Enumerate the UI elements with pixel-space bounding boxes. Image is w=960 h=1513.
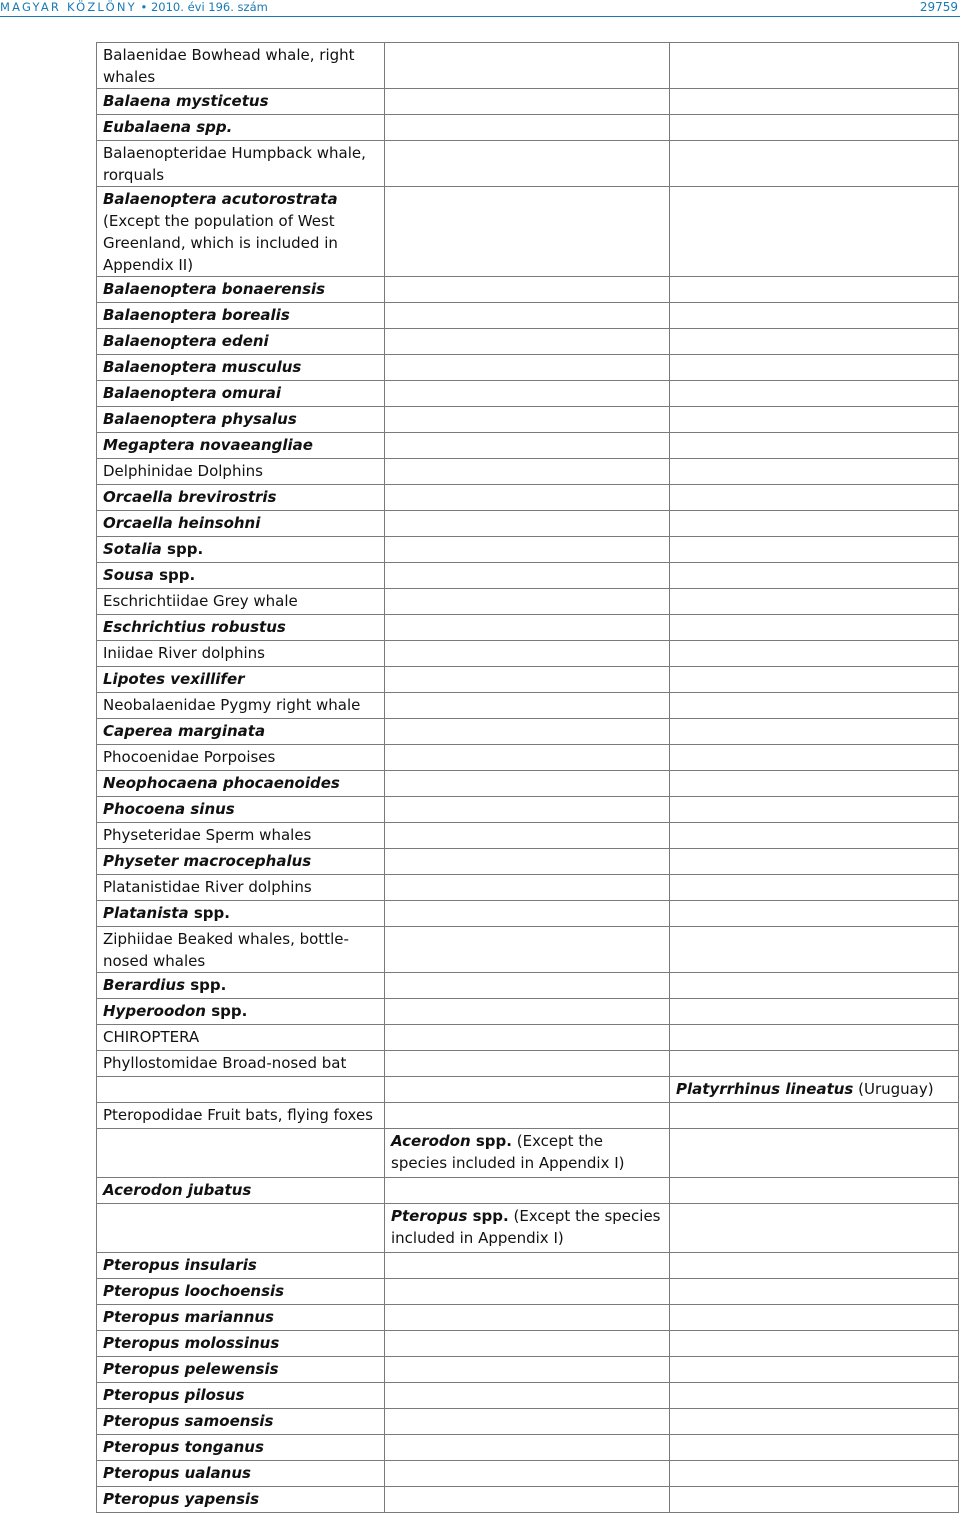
table-cell-appendix-ii (385, 1305, 670, 1331)
table-row (97, 797, 959, 823)
table-cell-appendix-iii (670, 1077, 959, 1103)
table-row (97, 1253, 959, 1279)
cell-text: Iniidae River dolphins (103, 644, 265, 662)
table-cell-appendix-ii (385, 115, 670, 141)
taxon-name: Megaptera novaeangliae (103, 436, 313, 454)
table-cell-appendix-ii (385, 589, 670, 615)
taxon-name: Pteropus pelewensis (103, 1360, 279, 1378)
table-cell-appendix-ii (385, 141, 670, 187)
table-cell-appendix-iii (670, 485, 959, 511)
table-cell-appendix-i (97, 115, 385, 141)
table-cell-appendix-iii (670, 589, 959, 615)
table-cell-appendix-i (97, 1383, 385, 1409)
table-row (97, 667, 959, 693)
taxon-name: Pteropus ualanus (103, 1464, 251, 1482)
table-row (97, 745, 959, 771)
taxon-name: Phocoena sinus (103, 800, 235, 818)
table-cell-appendix-ii (385, 459, 670, 485)
table-cell-appendix-ii (385, 797, 670, 823)
page-number: 29759 (919, 0, 958, 14)
cell-text: spp. (161, 540, 204, 558)
table-row (97, 823, 959, 849)
table-cell-appendix-ii (385, 1129, 670, 1178)
table-cell-appendix-iii (670, 1383, 959, 1409)
table-cell-appendix-iii (670, 641, 959, 667)
table-cell-appendix-iii (670, 433, 959, 459)
table-cell-appendix-i (97, 771, 385, 797)
table-cell-appendix-ii (385, 1103, 670, 1129)
table-cell-appendix-ii (385, 187, 670, 277)
table-cell-appendix-i (97, 485, 385, 511)
table-row (97, 115, 959, 141)
table-cell-appendix-i (97, 849, 385, 875)
taxon-name: Pteropus pilosus (103, 1386, 245, 1404)
table-cell-appendix-ii (385, 849, 670, 875)
table-cell-appendix-ii (385, 771, 670, 797)
table-cell-appendix-iii (670, 1025, 959, 1051)
table-cell-appendix-i (97, 433, 385, 459)
table-cell-appendix-i (97, 901, 385, 927)
taxon-name: Pteropus insularis (103, 1256, 257, 1274)
table-cell-appendix-iii (670, 1051, 959, 1077)
cell-text: (Except the species included in Appendix I) (391, 1132, 625, 1172)
table-cell-appendix-iii (670, 277, 959, 303)
table-cell-appendix-iii (670, 745, 959, 771)
table-cell-appendix-ii (385, 1435, 670, 1461)
cell-text: (Except the species included in Appendix I) (391, 1207, 661, 1247)
taxon-name: Sousa (103, 566, 154, 584)
taxon-name: Pteropus mariannus (103, 1308, 274, 1326)
cell-text: Phyllostomidae Broad-nosed bat (103, 1054, 347, 1072)
table-row (97, 1305, 959, 1331)
table-row (97, 875, 959, 901)
table-cell-appendix-ii (385, 1461, 670, 1487)
table-cell-appendix-i (97, 797, 385, 823)
taxon-name: Acerodon jubatus (103, 1181, 252, 1199)
table-row (97, 719, 959, 745)
cell-text: spp. (153, 566, 196, 584)
table-cell-appendix-iii (670, 667, 959, 693)
taxon-name: Caperea marginata (103, 722, 266, 740)
taxon-name: Pteropus tonganus (103, 1438, 264, 1456)
table-cell-appendix-i (97, 1178, 385, 1204)
cell-text: Balaenopteridae Humpback whale, rorquals (103, 144, 366, 184)
table-cell-appendix-iii (670, 43, 959, 89)
table-cell-appendix-ii (385, 563, 670, 589)
table-cell-appendix-i (97, 89, 385, 115)
table-cell-appendix-iii (670, 849, 959, 875)
table-cell-appendix-iii (670, 797, 959, 823)
taxon-name: Platyrrhinus lineatus (676, 1080, 854, 1098)
table-cell-appendix-ii (385, 303, 670, 329)
table-cell-appendix-ii (385, 615, 670, 641)
taxon-name: Balaenoptera omurai (103, 384, 282, 402)
cell-text: spp. (188, 904, 230, 922)
taxon-name: Balaena mysticetus (103, 92, 269, 110)
taxon-name: Pteropus molossinus (103, 1334, 280, 1352)
table-cell-appendix-ii (385, 89, 670, 115)
table-cell-appendix-i (97, 511, 385, 537)
table-cell-appendix-i (97, 999, 385, 1025)
table-cell-appendix-ii (385, 355, 670, 381)
taxon-name: Sotalia (103, 540, 162, 558)
table-row (97, 1331, 959, 1357)
table-cell-appendix-i (97, 1305, 385, 1331)
table-row (97, 187, 959, 277)
table-cell-appendix-ii (385, 1331, 670, 1357)
taxon-name: Physeter macrocephalus (103, 852, 312, 870)
table-cell-appendix-iii (670, 1305, 959, 1331)
issue-info: • 2010. évi 196. szám (136, 0, 268, 14)
cell-text: (Uruguay) (853, 1080, 934, 1098)
table-row (97, 89, 959, 115)
table-row (97, 563, 959, 589)
table-row (97, 1103, 959, 1129)
table-cell-appendix-ii (385, 927, 670, 973)
table-cell-appendix-i (97, 1103, 385, 1129)
taxon-name: Berardius (103, 976, 186, 994)
table-cell-appendix-ii (385, 667, 670, 693)
table-cell-appendix-iii (670, 381, 959, 407)
cell-text: spp. (205, 1002, 248, 1020)
table-cell-appendix-ii (385, 329, 670, 355)
cell-text: Phocoenidae Porpoises (103, 748, 276, 766)
table-cell-appendix-ii (385, 1383, 670, 1409)
table-cell-appendix-i (97, 187, 385, 277)
table-cell-appendix-i (97, 641, 385, 667)
table-cell-appendix-iii (670, 875, 959, 901)
table-row (97, 303, 959, 329)
cell-text: Platanistidae River dolphins (103, 878, 312, 896)
table-cell-appendix-iii (670, 1461, 959, 1487)
table-cell-appendix-i (97, 1331, 385, 1357)
table-cell-appendix-ii (385, 277, 670, 303)
table-cell-appendix-i (97, 667, 385, 693)
taxon-name: Balaenoptera bonaerensis (103, 280, 326, 298)
table-row (97, 1487, 959, 1513)
cell-text: spp. (467, 1207, 509, 1225)
table-row (97, 973, 959, 999)
table-cell-appendix-ii (385, 1204, 670, 1253)
table-cell-appendix-i (97, 973, 385, 999)
table-cell-appendix-ii (385, 1051, 670, 1077)
table-cell-appendix-iii (670, 511, 959, 537)
cell-text: Eschrichtiidae Grey whale (103, 592, 298, 610)
table-row (97, 771, 959, 797)
table-cell-appendix-iii (670, 693, 959, 719)
table-row (97, 1409, 959, 1435)
table-cell-appendix-iii (670, 823, 959, 849)
table-cell-appendix-ii (385, 485, 670, 511)
table-cell-appendix-iii (670, 973, 959, 999)
table-cell-appendix-i (97, 355, 385, 381)
table-cell-appendix-ii (385, 823, 670, 849)
table-cell-appendix-ii (385, 745, 670, 771)
table-row (97, 1178, 959, 1204)
table-cell-appendix-ii (385, 1178, 670, 1204)
table-cell-appendix-ii (385, 875, 670, 901)
table-cell-appendix-i (97, 1025, 385, 1051)
table-cell-appendix-iii (670, 563, 959, 589)
table-cell-appendix-ii (385, 1409, 670, 1435)
table-cell-appendix-i (97, 1461, 385, 1487)
table-cell-appendix-i (97, 459, 385, 485)
table-cell-appendix-iii (670, 999, 959, 1025)
table-row (97, 485, 959, 511)
cell-text: Physeteridae Sperm whales (103, 826, 312, 844)
table-cell-appendix-ii (385, 973, 670, 999)
table-cell-appendix-iii (670, 1129, 959, 1178)
taxon-name: Neophocaena phocaenoides (103, 774, 340, 792)
table-row (97, 901, 959, 927)
table-cell-appendix-iii (670, 1487, 959, 1513)
table-cell-appendix-iii (670, 615, 959, 641)
table-row (97, 1129, 959, 1178)
table-cell-appendix-ii (385, 1025, 670, 1051)
table-cell-appendix-iii (670, 1331, 959, 1357)
table-row (97, 141, 959, 187)
taxon-name: Orcaella heinsohni (103, 514, 261, 532)
table-cell-appendix-ii (385, 537, 670, 563)
taxon-name: Eschrichtius robustus (103, 618, 286, 636)
cell-text: Delphinidae Dolphins (103, 462, 263, 480)
table-cell-appendix-iii (670, 1409, 959, 1435)
table-cell-appendix-i (97, 563, 385, 589)
table-row (97, 277, 959, 303)
table-row (97, 511, 959, 537)
taxon-name: Balaenoptera borealis (103, 306, 290, 324)
taxon-name: Pteropus (391, 1207, 468, 1225)
table-cell-appendix-ii (385, 1487, 670, 1513)
table-cell-appendix-i (97, 141, 385, 187)
table-cell-appendix-i (97, 1357, 385, 1383)
table-cell-appendix-iii (670, 1103, 959, 1129)
table-cell-appendix-iii (670, 1357, 959, 1383)
taxon-name: Balaenoptera musculus (103, 358, 302, 376)
table-cell-appendix-i (97, 381, 385, 407)
table-cell-appendix-iii (670, 407, 959, 433)
table-cell-appendix-ii (385, 901, 670, 927)
table-cell-appendix-i (97, 693, 385, 719)
table-cell-appendix-iii (670, 1204, 959, 1253)
table-row (97, 589, 959, 615)
table-cell-appendix-i (97, 1204, 385, 1253)
table-cell-appendix-ii (385, 433, 670, 459)
table-row (97, 1204, 959, 1253)
table-cell-appendix-i (97, 1253, 385, 1279)
table-cell-appendix-ii (385, 1357, 670, 1383)
cell-text: spp. (185, 976, 227, 994)
table-cell-appendix-iii (670, 1253, 959, 1279)
taxon-name: Hyperoodon (103, 1002, 206, 1020)
cites-appendix-table (96, 42, 959, 1513)
table-row (97, 329, 959, 355)
table-cell-appendix-iii (670, 89, 959, 115)
table-cell-appendix-ii (385, 719, 670, 745)
table-cell-appendix-iii (670, 141, 959, 187)
table-cell-appendix-ii (385, 511, 670, 537)
table-row (97, 537, 959, 563)
taxon-name: Balaenoptera edeni (103, 332, 269, 350)
table-cell-appendix-i (97, 1051, 385, 1077)
table-row (97, 407, 959, 433)
table-row (97, 927, 959, 973)
table-row (97, 1435, 959, 1461)
taxon-name: Eubalaena spp. (103, 118, 233, 136)
cell-text: Neobalaenidae Pygmy right whale (103, 696, 361, 714)
taxon-name: Orcaella brevirostris (103, 488, 277, 506)
table-row (97, 381, 959, 407)
table-row (97, 355, 959, 381)
table-cell-appendix-ii (385, 1253, 670, 1279)
table-row (97, 1279, 959, 1305)
table-row (97, 1025, 959, 1051)
table-row (97, 1051, 959, 1077)
cell-text: Balaenidae Bowhead whale, right whales (103, 46, 355, 86)
taxon-name: Pteropus loochoensis (103, 1282, 285, 1300)
table-cell-appendix-iii (670, 1279, 959, 1305)
table-cell-appendix-i (97, 615, 385, 641)
journal-name: MAGYAR KÖZLÖNY (0, 0, 137, 14)
table-cell-appendix-iii (670, 537, 959, 563)
taxon-name: Balaenoptera acutorostrata (103, 190, 338, 208)
table-cell-appendix-i (97, 589, 385, 615)
table-row (97, 1077, 959, 1103)
table-cell-appendix-i (97, 303, 385, 329)
table-cell-appendix-iii (670, 927, 959, 973)
table-cell-appendix-i (97, 537, 385, 563)
table-cell-appendix-ii (385, 693, 670, 719)
table-cell-appendix-iii (670, 303, 959, 329)
table-cell-appendix-iii (670, 115, 959, 141)
cell-text: spp. (470, 1132, 512, 1150)
table-cell-appendix-i (97, 329, 385, 355)
table-cell-appendix-i (97, 407, 385, 433)
table-cell-appendix-iii (670, 1178, 959, 1204)
table-cell-appendix-i (97, 719, 385, 745)
table-cell-appendix-i (97, 1487, 385, 1513)
taxon-name: Balaenoptera physalus (103, 410, 297, 428)
taxon-name: Platanista (103, 904, 189, 922)
table-cell-appendix-i (97, 1077, 385, 1103)
table-cell-appendix-i (97, 927, 385, 973)
table-cell-appendix-iii (670, 459, 959, 485)
running-title (0, 0, 268, 14)
table-row (97, 43, 959, 89)
table-cell-appendix-iii (670, 901, 959, 927)
table-cell-appendix-i (97, 1129, 385, 1178)
taxon-name: Pteropus samoensis (103, 1412, 274, 1430)
table-row (97, 433, 959, 459)
table-cell-appendix-iii (670, 771, 959, 797)
table-row (97, 1357, 959, 1383)
cell-text: Ziphiidae Beaked whales, bottle-nosed whales (103, 930, 349, 970)
table-cell-appendix-i (97, 1435, 385, 1461)
table-row (97, 693, 959, 719)
table-cell-appendix-i (97, 1279, 385, 1305)
taxon-name: Pteropus yapensis (103, 1490, 260, 1508)
table-cell-appendix-ii (385, 407, 670, 433)
table-cell-appendix-i (97, 745, 385, 771)
table-cell-appendix-i (97, 823, 385, 849)
table-cell-appendix-i (97, 277, 385, 303)
cell-text: (Except the population of West Greenland, which is included in Appendix II) (103, 212, 338, 274)
page-header (0, 0, 960, 17)
table-cell-appendix-i (97, 43, 385, 89)
table-cell-appendix-iii (670, 329, 959, 355)
table-row (97, 849, 959, 875)
table-cell-appendix-ii (385, 381, 670, 407)
table-cell-appendix-ii (385, 999, 670, 1025)
table-cell-appendix-ii (385, 641, 670, 667)
taxon-name: Acerodon (391, 1132, 471, 1150)
table-row (97, 615, 959, 641)
table-row (97, 1383, 959, 1409)
table-cell-appendix-i (97, 1409, 385, 1435)
table-cell-appendix-iii (670, 355, 959, 381)
table-cell-appendix-iii (670, 187, 959, 277)
table-row (97, 641, 959, 667)
table-cell-appendix-iii (670, 1435, 959, 1461)
taxon-name: Lipotes vexillifer (103, 670, 245, 688)
table-row (97, 999, 959, 1025)
table-cell-appendix-ii (385, 43, 670, 89)
table-cell-appendix-iii (670, 719, 959, 745)
table-cell-appendix-ii (385, 1279, 670, 1305)
table-body (97, 43, 959, 1513)
table-row (97, 459, 959, 485)
cell-text: CHIROPTERA (103, 1028, 200, 1046)
cell-text: Pteropodidae Fruit bats, flying foxes (103, 1106, 373, 1124)
table-cell-appendix-i (97, 875, 385, 901)
table-cell-appendix-ii (385, 1077, 670, 1103)
table-row (97, 1461, 959, 1487)
